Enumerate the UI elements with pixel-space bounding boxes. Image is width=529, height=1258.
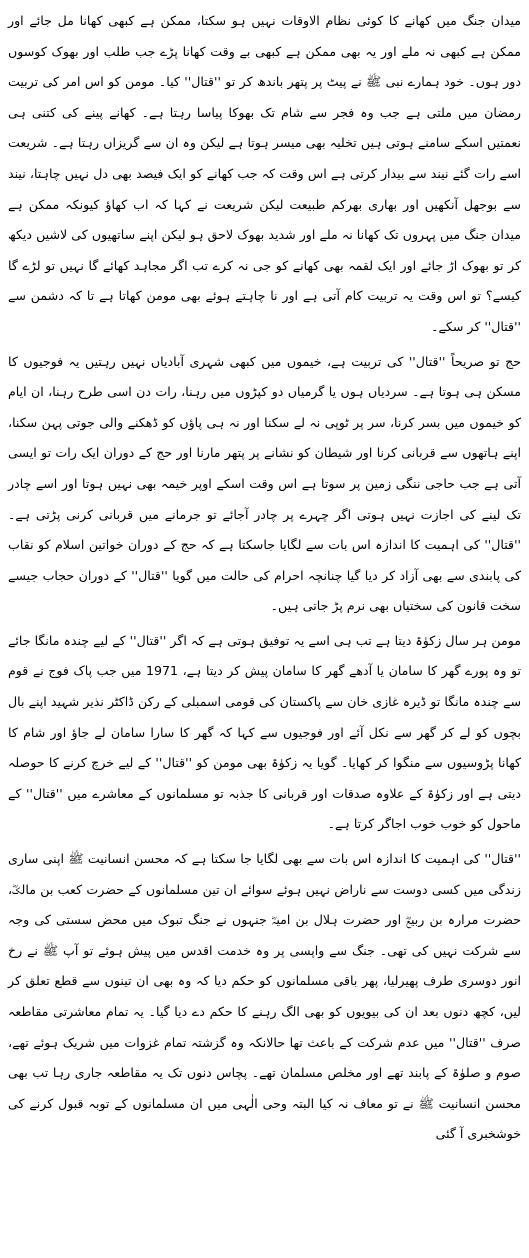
article-paragraph-zakat: مومن ہر سال زکوٰۃ دیتا ہے تب ہی اسے یہ توفیق ہوتی ہے کہ اگر ''قتال'' کے لیے چندہ مانگا جائے تو وہ پورے گھر کا سامان یا آدھے گھر کا سامان پیش کر دیتا ہے، 1971 میں جب پاک فوج نے قوم سے چندہ مانگا تو ڈیرہ غازی خان سے پاکستان کی قومی اسمبلی کے رکن ڈاکٹر نذیر شہید اپنے بال بچوں کو لے کر گھر سے نکل آئے اور فوجیوں سے کہا کہ گھر کا سارا سامان لے جاؤ اور شام کا کھانا پڑوسیوں سے منگوا کر کھایا۔ گویا یہ زکوٰۃ بھی مومن کو ''قتال'' کے لیے خرچ کرنے کا حوصلہ دیتی ہے اور زکوٰۃ کے علاوہ صدقات اور قربانی کا جذبہ تو مسلمانوں کے معاشرے میں ''قتال'' کے ماحول کو خوب خوب اجاگر کرتا ہے۔ [8,632,521,832]
article-paragraph-tabuk: ''قتال'' کی اہمیت کا اندازہ اس بات سے بھی لگایا جا سکتا ہے کہ محسن انسانیت ﷺ اپنی ساری زندگی میں کسی دوست سے ناراض نہیں ہوئے سوائے ان تین مسلمانوں کے حضرت کعب بن مالکؓ، حضرت مرارہ بن ربیعؓ اور حضرت ہلال بن امیہؓ جنہوں نے جنگ تبوک میں محض سستی کی وجہ سے شرکت نہیں کی تھی۔ جنگ سے واپسی پر وہ خدمت اقدس میں پیش ہوئے تو آپ ﷺ نے رخ انور دوسری طرف پھیرلیا، پھر باقی مسلمانوں کو حکم دیا کہ وہ بھی ان تینوں سے قطع تعلق کر لیں، کچھ دنوں بعد ان کی بیویوں کو بھی الگ رہنے کا حکم دے دیا گیا۔ یہ تمام معاشرتی مقاطعہ صرف ''قتال'' میں عدم شرکت کے باعث تھا حالانکہ وہ گزشتہ تمام غزوات میں شریک ہوئے تھے، صوم و صلوٰۃ کے پابند تھے اور مخلص مسلمان تھے۔ پچاس دنوں تک یہ مقاطعہ جاری رہا تب بھی محسن انسانیت ﷺ نے تو معاف نہ کیا البتہ وحی الٰہی میں ان مسلمانوں کے توبہ قبول کرنے کی خوشخبری آ گئی [8,851,521,1142]
article-paragraph-hajj: حج تو صریحاً ''قتال'' کی تربیت ہے، خیموں میں کبھی شہری آبادیاں نہیں رہتیں یہ فوجیوں کا مسکن ہی ہوتا ہے۔ سردیاں ہوں یا گرمیاں دو کپڑوں میں رہنا، رات دن اسی طرح رہنا، ان ایام کو خیموں میں بسر کرنا، سر پر ٹوپی نہ لے سکنا اور نہ ہی پاؤں کو ڈھکنے والی جوتی پہن سکنا، اپنے ہاتھوں سے قربانی کرنا اور شیطان کو نشانے پر پتھر مارنا اور حج کے دوران ایک رات تو ایسی آتی ہے جب حاجی ننگی زمین پر سوتا ہے اس وقت اسکے اوپر خیمہ بھی نہیں ہوتا اور اسے چادر تک لینے کی اجازت نہیں ہوتی اگر چہرے پر چادر آجائے تو جرمانے میں قربانی کرنی پڑتی ہے۔ ''قتال'' کی اہمیت کا اندازہ اس بات سے لگایا جاسکتا ہے کہ حج کے دوران خواتین اسلام کو نقاب کی پابندی سے بھی آزاد کر دیا گیا چنانچہ احرام کی حالت میں گویا ''قتال'' کے دوران حجاب جیسے سخت قانون کی سختیاں بھی نرم پڑ جاتی ہیں۔ [8,353,521,614]
article-paragraph-fasting: میدان جنگ میں کھانے کا کوئی نظام الاوقات نہیں ہو سکتا، ممکن ہے کبھی کھانا مل جائے اور ممکن ہے کبھی نہ ملے اور یہ بھی ممکن ہے کبھی بے وقت کھانا پڑے جب طلب اور بھوک کوسوں دور ہوں۔ خود ہمارے نبی ﷺ نے پیٹ پر پتھر باندھ کر تو ''قتال'' کیا۔ مومن کو اس امر کی تربیت رمضان میں ملتی ہے جب وہ فجر سے شام تک بھوکا پیاسا رہتا ہے۔ کھانے پینے کی کتنی ہی نعمتیں اسکے سامنے ہوتی ہیں تخلیہ بھی میسر ہوتا ہے لیکن وہ ان سے گریزاں رہتا ہے۔ شریعت اسے رات گئے نیند سے بیدار کرتی ہے اس وقت کہ جب کھانے کو ایک فیصد بھی دل نہیں چاہتا، نیند سے بوجھل آنکھیں اور بھاری بھرکم طبیعت لیکن شریعت نے کہا کہ اب کھاؤ کیونکہ ممکن ہے میدان جنگ میں پہروں تک کھانا نہ ملے اور شدید بھوک لاحق ہو لیکن اپنے ساتھیوں کی لاشیں دیکھ کر تو بھوک اڑ جائے اور ایک لقمہ بھی کھانے کو جی نہ کرے تب اگر مجاہد کھائے گا نہیں تو لڑے گا کیسے؟ تو اس وقت یہ تربیت کام آتی ہے اور نا چاہتے ہوئے بھی مومن کھاتا ہے تا کہ دشمن سے ''قتال'' کر سکے۔ [8,13,521,334]
